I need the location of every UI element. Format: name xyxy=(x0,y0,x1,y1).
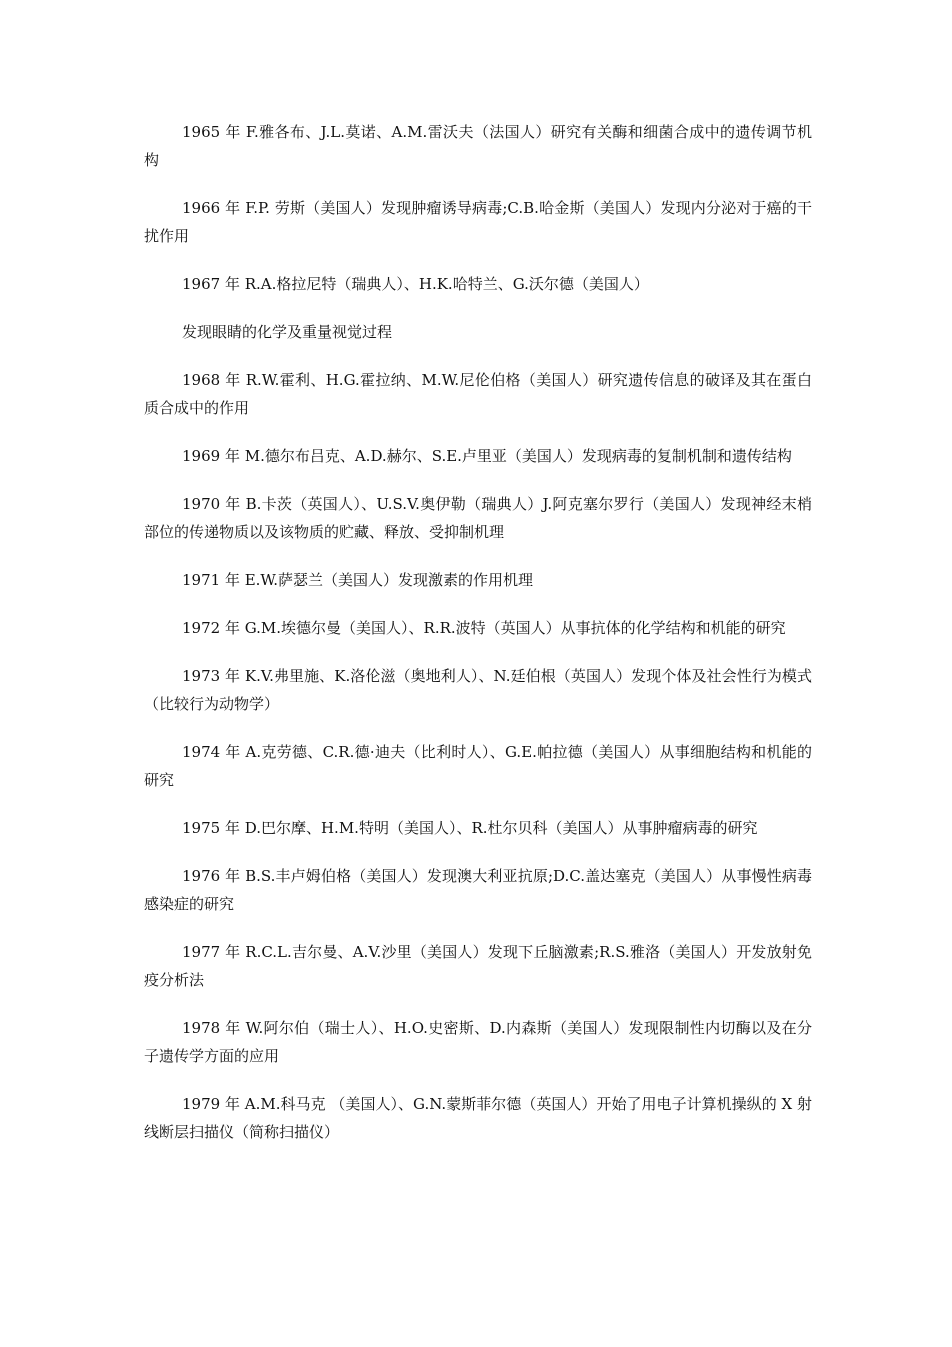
paragraph-1979: 1979 年 A.M.科马克 （美国人）、G.N.蒙斯菲尔德（英国人）开始了用电子计算机操纵的 X 射线断层扫描仪（简称扫描仪） xyxy=(144,1095,812,1141)
paragraph-1975: 1975 年 D.巴尔摩、H.M.特明（美国人）、R.杜尔贝科（美国人）从事肿瘤病毒的研究 xyxy=(182,819,758,837)
paragraph-1967: 1967 年 R.A.格拉尼特（瑞典人）、H.K.哈特兰、G.沃尔德（美国人） xyxy=(182,275,649,293)
paragraph-1972: 1972 年 G.M.埃德尔曼（美国人）、R.R.波特（英国人）从事抗体的化学结构和机能的研究 xyxy=(182,619,786,637)
paragraph-1965: 1965 年 F.雅各布、J.L.莫诺、A.M.雷沃夫（法国人）研究有关酶和细菌合成中的遗传调节机构 xyxy=(144,123,812,169)
paragraph-1976: 1976 年 B.S.丰卢姆伯格（美国人）发现澳大利亚抗原;D.C.盖达塞克（美国人）从事慢性病毒感染症的研究 xyxy=(144,867,812,913)
paragraph-1977: 1977 年 R.C.L.吉尔曼、A.V.沙里（美国人）发现下丘脑激素;R.S.雅洛（美国人）开发放射免疫分析法 xyxy=(144,943,812,989)
paragraph-1973: 1973 年 K.V.弗里施、K.洛伦滋（奥地利人）、N.廷伯根（英国人）发现个体及社会性行为模式（比较行为动物学） xyxy=(144,667,812,713)
paragraph-1966: 1966 年 F.P. 劳斯（美国人）发现肿瘤诱导病毒;C.B.哈金斯（美国人）发现内分泌对于癌的干扰作用 xyxy=(144,199,812,245)
paragraph-1970: 1970 年 B.卡茨（英国人）、U.S.V.奥伊勒（瑞典人）J.阿克塞尔罗行（美国人）发现神经末梢部位的传递物质以及该物质的贮藏、释放、受抑制机理 xyxy=(144,495,812,541)
paragraph-1967-continued: 发现眼睛的化学及重量视觉过程 xyxy=(182,323,393,341)
paragraph-1974: 1974 年 A.克劳德、C.R.德·迪夫（比利时人）、G.E.帕拉德（美国人）从事细胞结构和机能的研究 xyxy=(144,743,812,789)
paragraph-1978: 1978 年 W.阿尔伯（瑞士人）、H.O.史密斯、D.内森斯（美国人）发现限制性内切酶以及在分子遗传学方面的应用 xyxy=(144,1019,812,1065)
paragraph-1971: 1971 年 E.W.萨瑟兰（美国人）发现激素的作用机理 xyxy=(182,571,533,589)
paragraph-1968: 1968 年 R.W.霍利、H.G.霍拉纳、M.W.尼伦伯格（美国人）研究遗传信息的破译及其在蛋白质合成中的作用 xyxy=(144,371,812,417)
paragraph-1969: 1969 年 M.德尔布吕克、A.D.赫尔、S.E.卢里亚（美国人）发现病毒的复制机制和遗传结构 xyxy=(182,447,792,465)
document-page xyxy=(144,118,812,1166)
